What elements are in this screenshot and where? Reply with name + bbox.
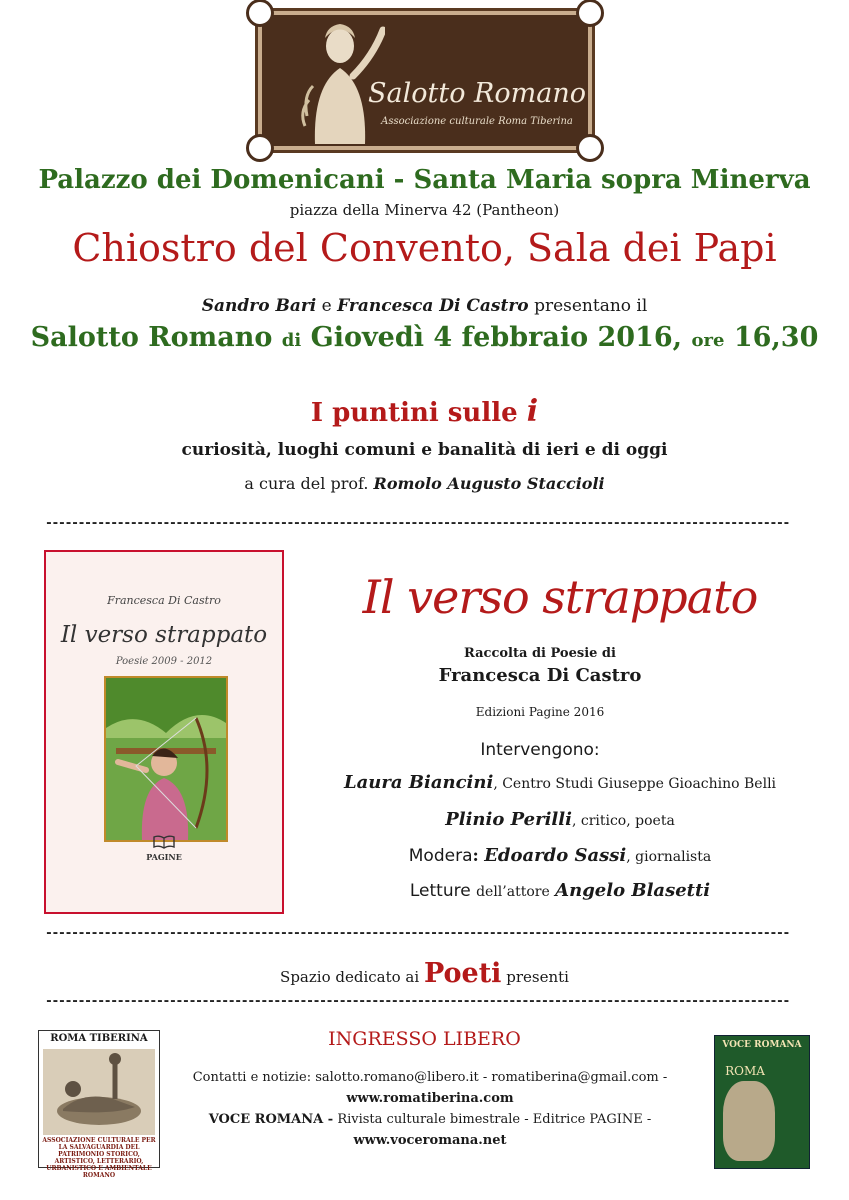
- cover-subtitle: Poesie 2009 - 2012: [115, 656, 213, 667]
- speaker-role: , critico, poeta: [571, 813, 675, 829]
- website-link[interactable]: www.romatiberina.com: [346, 1091, 514, 1106]
- magazine-line: [160, 1112, 700, 1127]
- book-cover: [44, 550, 284, 914]
- venue-heading: Palazzo dei Domenicani - Santa Maria sopra Minerva: [38, 165, 811, 195]
- voce-romana-roma: ROMA: [725, 1064, 765, 1078]
- book-author: Francesca Di Castro: [438, 665, 642, 686]
- moderator-name: Edoardo Sassi: [484, 845, 627, 866]
- website-link[interactable]: www.voceromana.net: [353, 1133, 507, 1148]
- logo-ornament: [576, 0, 604, 27]
- poets-pre: Spazio dedicato ai: [280, 968, 420, 986]
- roma-tiberina-title: ROMA TIBERINA: [50, 1033, 148, 1044]
- tiber-statue-icon: [43, 1049, 155, 1135]
- curator-prefix: a cura del prof.: [244, 474, 369, 493]
- event-date-line: [0, 322, 849, 353]
- speaker-line: [300, 772, 820, 793]
- poets-post: presenti: [506, 968, 569, 986]
- event-name: Salotto Romano: [30, 322, 273, 353]
- book-title: Il verso strappato: [362, 570, 758, 624]
- magazine-desc: Rivista culturale bimestrale - Editrice PAGINE -: [337, 1112, 652, 1127]
- topic-title-letter: i: [526, 394, 539, 429]
- event-time: 16,30: [733, 322, 819, 353]
- moderator-line: [300, 845, 820, 866]
- voce-romana-title: VOCE ROMANA: [722, 1040, 802, 1050]
- logo-ornament: [246, 0, 274, 27]
- salotto-romano-logo: [255, 8, 595, 153]
- moderator-role: , giornalista: [626, 849, 712, 865]
- topic-curator-line: [0, 474, 849, 493]
- hall-heading: Chiostro del Convento, Sala dei Papi: [72, 226, 777, 270]
- cover-publisher: PAGINE: [146, 852, 182, 862]
- book-kind: Raccolta di Poesie di: [464, 646, 616, 661]
- event-day: Giovedì 4 febbraio 2016,: [310, 322, 683, 353]
- venue-address: piazza della Minerva 42 (Pantheon): [289, 201, 560, 219]
- cover-author: Francesca Di Castro: [107, 594, 221, 607]
- free-entry-heading: INGRESSO LIBERO: [328, 1028, 521, 1050]
- goddess-head-icon: [723, 1081, 775, 1161]
- presenters-conjunction: e: [321, 296, 332, 316]
- event-di: di: [281, 330, 302, 351]
- open-book-icon: [152, 834, 176, 850]
- reader-label: Letture: [409, 881, 471, 901]
- speaker-role: , Centro Studi Giuseppe Gioachino Belli: [493, 776, 777, 792]
- logo-title: Salotto Romano: [368, 78, 586, 109]
- reader-line: [300, 880, 820, 901]
- logo-ornament: [246, 134, 274, 162]
- separator: ------------------------------------------------------------------------------------------------------------------: [45, 926, 790, 941]
- logo-ornament: [576, 134, 604, 162]
- archer-illustration-icon: [106, 678, 226, 840]
- presenters-line: [0, 296, 849, 316]
- topic-title-text: I puntini sulle: [310, 398, 518, 428]
- cover-photo: [104, 676, 228, 842]
- separator: ------------------------------------------------------------------------------------------------------------------: [45, 994, 790, 1009]
- voce-romana-cover: [714, 1035, 810, 1169]
- moderator-colon: :: [472, 846, 479, 866]
- separator: ------------------------------------------------------------------------------------------------------------------: [45, 516, 790, 531]
- speaker-name: Plinio Perilli: [445, 809, 572, 830]
- topic-title: [0, 394, 849, 429]
- roma-tiberina-image: [43, 1049, 155, 1135]
- book-edition: Edizioni Pagine 2016: [475, 705, 605, 719]
- speaker-name: Laura Biancini: [343, 772, 494, 793]
- reader-mid: dell’attore: [476, 884, 550, 900]
- topic-subtitle: curiosità, luoghi comuni e banalità di ieri e di oggi: [181, 440, 668, 460]
- roma-tiberina-caption: ASSOCIAZIONE CULTURALE PER LA SALVAGUARDIA DEL PATRIMONIO STORICO, ARTISTICO, LETTERARIO, URBANISTICO E AMBIENTALE ROMANO: [42, 1137, 156, 1179]
- speakers-label: Intervengono:: [480, 740, 600, 760]
- poets-highlight: Poeti: [423, 958, 502, 989]
- logo-subtitle: Associazione culturale Roma Tiberina: [381, 116, 573, 127]
- moderator-label: Modera: [408, 846, 473, 866]
- roma-tiberina-badge: [38, 1030, 160, 1179]
- magazine-name: VOCE ROMANA -: [208, 1112, 334, 1127]
- contact-line: Contatti e notizie: salotto.romano@libero.it - romatiberina@gmail.com -: [192, 1070, 668, 1085]
- event-ore: ore: [691, 330, 725, 351]
- presenter-name: Francesca Di Castro: [337, 296, 529, 316]
- presenters-verb: presentano il: [534, 296, 648, 316]
- curator-name: Romolo Augusto Staccioli: [373, 474, 605, 493]
- speaker-line: [300, 809, 820, 830]
- presenter-name: Sandro Bari: [201, 296, 317, 316]
- reader-name: Angelo Blasetti: [555, 880, 711, 901]
- cover-title: Il verso strappato: [60, 622, 268, 648]
- poets-line: [0, 958, 849, 989]
